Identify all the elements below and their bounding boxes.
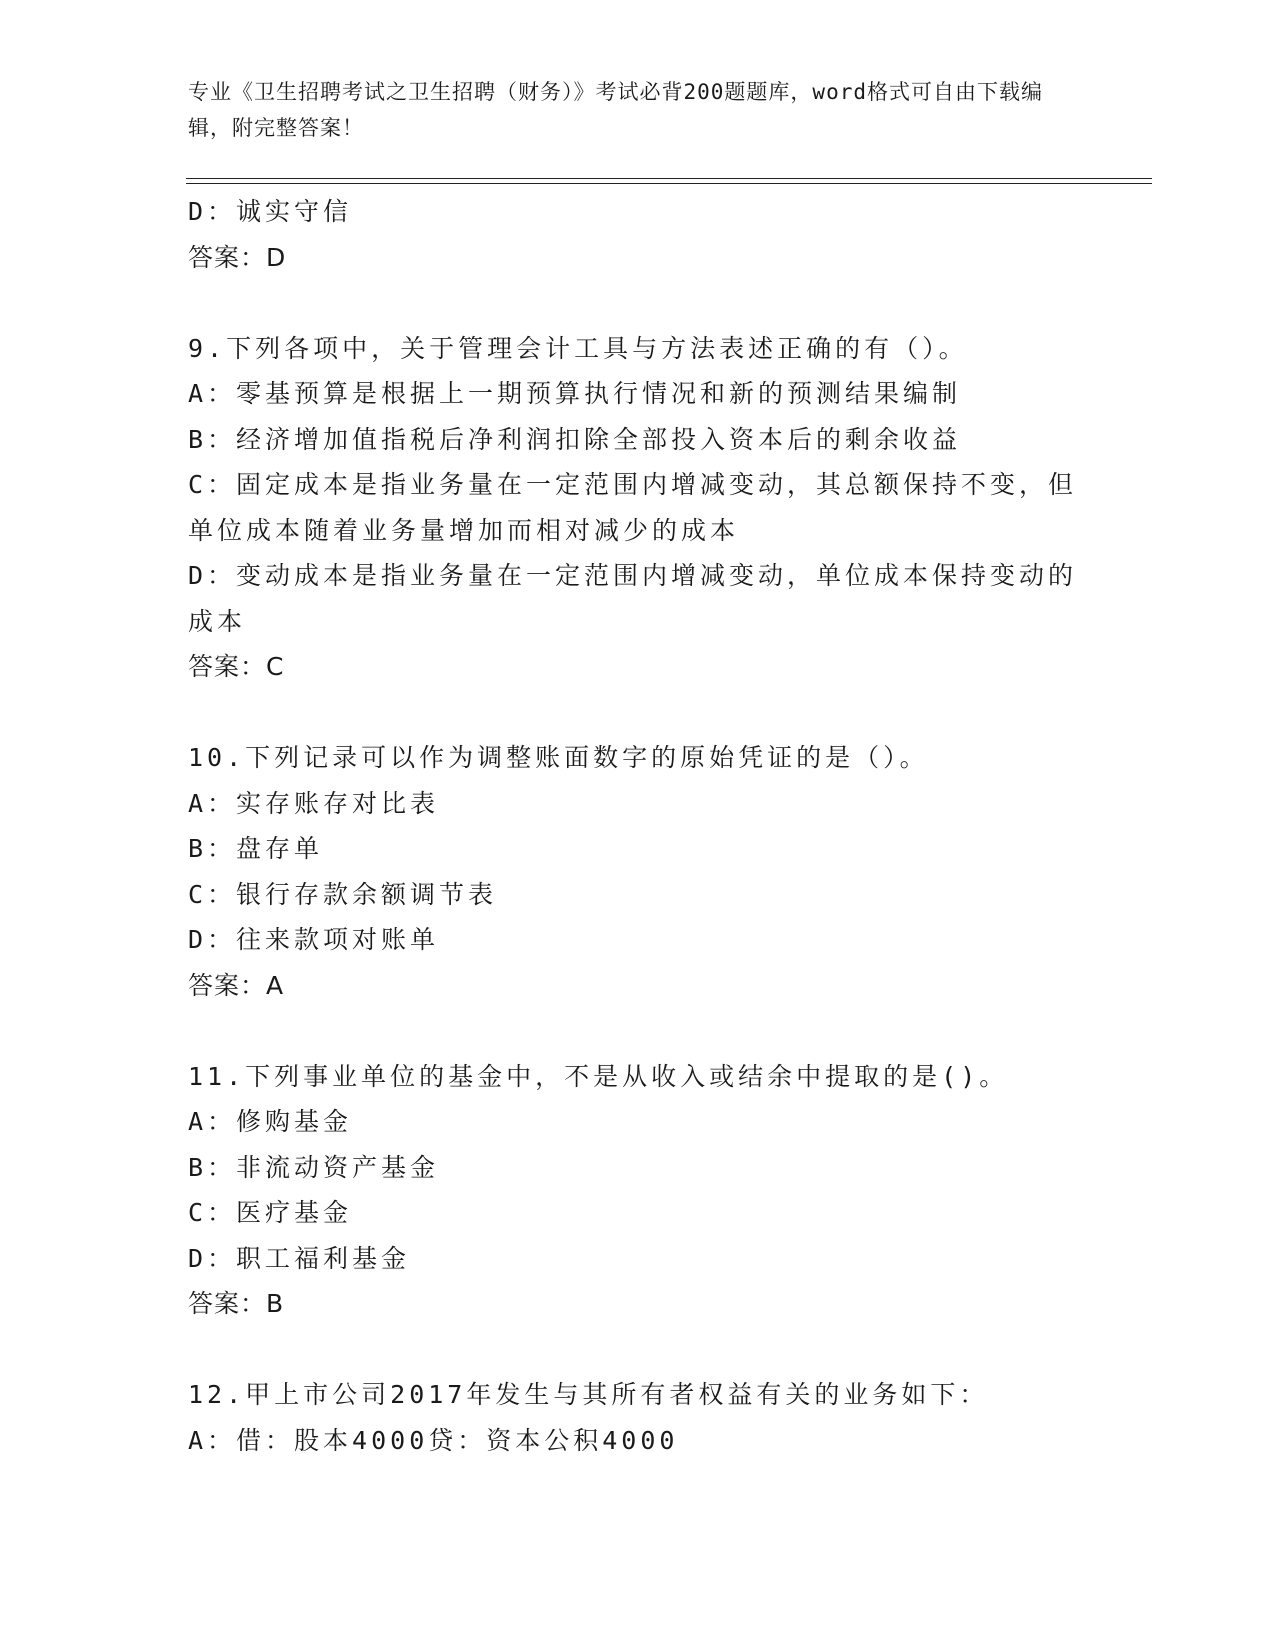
header-divider-bottom — [186, 183, 1152, 184]
spacer — [188, 280, 1088, 326]
question-9 — [188, 326, 1088, 690]
option-a: A：零基预算是根据上一期预算执行情况和新的预测结果编制 — [188, 379, 962, 408]
option-c: C：固定成本是指业务量在一定范围内增减变动，其总额保持不变，但单位成本随着业务量增加而相对减少的成本 — [188, 470, 1078, 545]
option-d: D：往来款项对账单 — [188, 925, 440, 954]
spacer — [188, 1008, 1088, 1054]
option-b: B：盘存单 — [188, 834, 324, 863]
question-stem: 11.下列事业单位的基金中，不是从收入或结余中提取的是()。 — [188, 1061, 1009, 1091]
question-stem: 12.甲上市公司2017年发生与其所有者权益有关的业务如下： — [188, 1380, 989, 1409]
question-list — [188, 189, 1088, 1463]
question-12 — [188, 1372, 1088, 1463]
header-text: 专业《卫生招聘考试之卫生招聘（财务）》考试必背200题题库，word格式可自由下载编辑，附完整答案！ — [188, 80, 1043, 140]
header-divider-top — [186, 178, 1152, 179]
question-stem: 9.下列各项中，关于管理会计工具与方法表述正确的有（）。 — [188, 333, 968, 363]
option-c: C：银行存款余额调节表 — [188, 879, 498, 909]
spacer — [188, 690, 1088, 736]
q8-answer: 答案：D — [188, 242, 287, 272]
option-d: D：变动成本是指业务量在一定范围内增减变动，单位成本保持变动的成本 — [188, 561, 1078, 636]
question-10 — [188, 735, 1088, 1008]
option-a: A：借：股本4000贷：资本公积4000 — [188, 1425, 679, 1455]
answer: 答案：B — [188, 1289, 285, 1318]
option-d: D：职工福利基金 — [188, 1243, 411, 1273]
answer: 答案：A — [188, 970, 285, 1000]
option-b: B：经济增加值指税后净利润扣除全部投入资本后的剩余收益 — [188, 424, 962, 454]
option-a: A：修购基金 — [188, 1107, 353, 1136]
question-11 — [188, 1054, 1088, 1327]
spacer — [188, 1327, 1088, 1373]
question-stem: 10.下列记录可以作为调整账面数字的原始凭证的是（）。 — [188, 743, 929, 772]
answer: 答案：C — [188, 652, 285, 681]
document-header — [188, 74, 1068, 146]
option-a: A：实存账存对比表 — [188, 788, 440, 818]
option-c: C：医疗基金 — [188, 1198, 353, 1227]
option-b: B：非流动资产基金 — [188, 1152, 440, 1182]
q8-option-d: D：诚实守信 — [188, 197, 353, 226]
